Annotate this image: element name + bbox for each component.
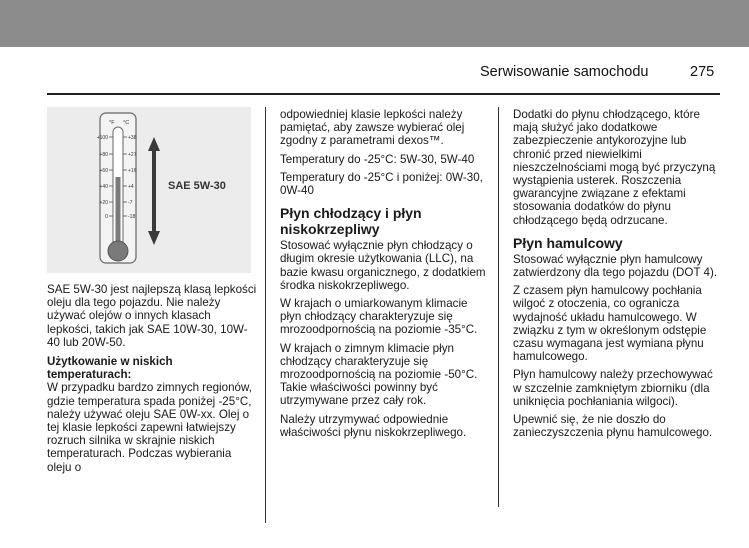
page-number: 275 <box>690 64 715 80</box>
column-3 <box>513 108 723 444</box>
paragraph: Temperatury do -25°C: 5W-30, 5W-40 <box>280 152 475 166</box>
c-tick: +4 <box>128 184 134 190</box>
heading-coolant: Płyn chłodzący i płyn niskokrzepliwy <box>280 205 422 238</box>
f-tick: +100 <box>96 135 108 141</box>
paragraph: W krajach o zimnym klimacie płyn chłodzący charakteryzuje się mrozoodpornością na poziomie -50°C. Takie właściwości powinny być utrzymywane przez cały rok. <box>280 341 478 408</box>
column-2 <box>280 108 490 444</box>
c-tick: +27 <box>128 152 137 158</box>
column-divider <box>265 107 266 523</box>
thermometer-figure <box>47 107 251 273</box>
c-tick: -18 <box>128 214 136 220</box>
section-title: Serwisowanie samochodu <box>480 64 649 80</box>
heading-brake-fluid: Płyn hamulcowy <box>513 234 623 251</box>
paragraph: W krajach o umiarkowanym klimacie płyn chłodzący charakteryzuje się mrozoodpornością na poziomie -35°C. <box>280 297 478 337</box>
c-tick: -7 <box>128 200 133 206</box>
paragraph: SAE 5W-30 jest najlepszą klasą lepkości oleju dla tego pojazdu. Nie należy używać olejów o innych klasach lepkości, takich jak SAE 10W-30, 10W-40 lub 20W-50. <box>47 283 257 349</box>
range-arrow-icon <box>148 137 160 245</box>
f-tick: +80 <box>99 152 108 158</box>
column-1 <box>47 283 257 479</box>
f-tick: +60 <box>99 168 108 174</box>
paragraph: odpowiedniej klasie lepkości należy pamiętać, aby zawsze wybierać olej zgodny z parametrami dexos™. <box>280 108 465 148</box>
paragraph: Stosować wyłącznie płyn chłodzący o długim okresie użytkowania (LLC), na bazie kwasu organicznego, z dodatkiem środka niskokrzepliwego. <box>280 239 486 292</box>
paragraph: Upewnić się, że nie doszło do zanieczyszczenia płynu hamulcowego. <box>513 413 713 440</box>
paragraph: Płyn hamulcowy należy przechowywać w szczelnie zamkniętym zbiorniku (dla uniknięcia pochłaniania wilgoci). <box>513 368 713 408</box>
f-tick: +20 <box>99 200 108 206</box>
header-rule <box>47 93 720 95</box>
thermometer-illustration <box>47 107 251 273</box>
subheading-low-temp: Użytkowanie w niskich temperaturach: <box>47 355 173 382</box>
c-tick: +38 <box>128 135 137 141</box>
paragraph: Temperatury do -25°C i poniżej: 0W-30, 0W-40 <box>280 170 483 198</box>
grade-label: SAE 5W-30 <box>168 180 226 192</box>
top-gray-band <box>0 0 749 47</box>
unit-f-label: °F <box>109 120 115 126</box>
paragraph: Stosować wyłącznie płyn hamulcowy zatwierdzony dla tego pojazdu (DOT 4). <box>513 252 718 280</box>
paragraph: Dodatki do płynu chłodzącego, które mają służyć jako dodatkowe zabezpieczenie antykorozyjne lub chronić przed niewielkimi nieszczelnościami mogą być przyczyną wystąpienia usterek. Roszczenia gwarancyjne związane z efektami stosowania dodatków do płynu chłodzącego będą odrzucane. <box>513 108 716 227</box>
c-tick: +16 <box>128 168 137 174</box>
f-tick: 0 <box>105 214 108 220</box>
column-divider <box>498 107 499 507</box>
paragraph: Z czasem płyn hamulcowy pochłania wilgoć z otoczenia, co ogranicza wydajność układu hamulcowego. W związku z tym w określonym odstępie czasu wymagana jest wymiana płynu hamulcowego. <box>513 284 707 364</box>
paragraph: Należy utrzymywać odpowiednie właściwości płynu niskokrzepliwego. <box>280 412 467 439</box>
f-tick: +40 <box>99 184 108 190</box>
paragraph: W przypadku bardzo zimnych regionów, gdzie temperatura spada poniżej -25°C, należy używać oleju SAE 0W-xx. Olej o tej klasie lepkości zapewni łatwiejszy rozruch silnika w skrajnie niskich temperaturach. Podczas wybierania oleju o <box>47 381 252 474</box>
unit-c-label: °C <box>123 120 130 126</box>
